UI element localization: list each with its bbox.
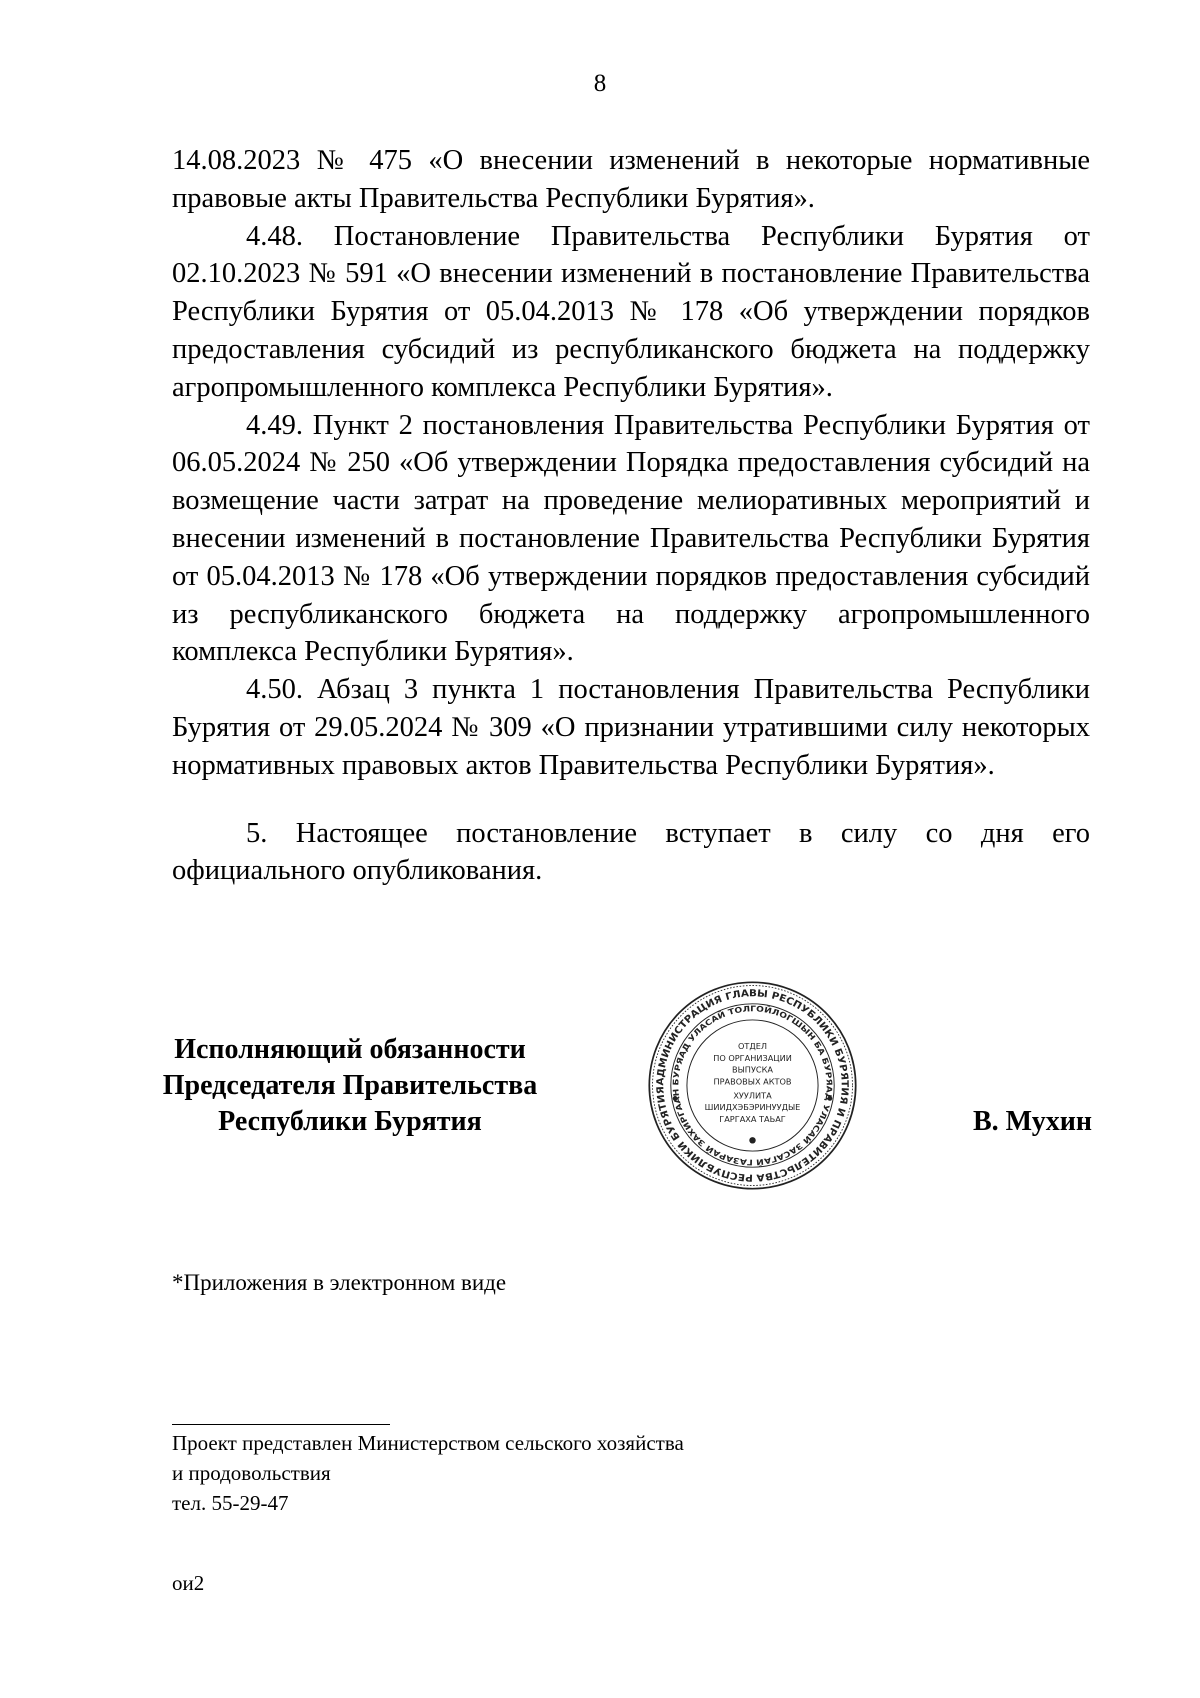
document-body (172, 142, 1090, 890)
seal-dot-icon (749, 1137, 755, 1143)
signatory-title-line: Председателя Правительства (162, 1070, 538, 1101)
signatory-title (140, 1032, 560, 1140)
seal-center-line: ПРАВОВЫХ АКТОВ (713, 1076, 792, 1087)
seal-outer-text: АДМИНИСТРАЦИЯ ГЛАВЫ РЕСПУБЛИКИ БУРЯТИЯ И ПРАВИТЕЛЬСТВА РЕСПУБЛИКИ БУРЯТИЯ (655, 988, 850, 1183)
seal-dot-icon (828, 1096, 833, 1101)
paragraph-4-49: 4.49. Пункт 2 постановления Правительства Республики Бурятия от 06.05.2024 № 250 «Об утверждении Порядка предоставления субсидий на возмещение части затрат на проведение мелиоративных мероприятий и внесении изменений в постановление Правительства Республики Бурятия от 05.04.2013 № 178 «Об утверждении порядков предоставления субсидий из республиканского бюджета на поддержку агропромышленного комплекса Республики Бурятия». (172, 409, 1090, 668)
paragraph-4-50: 4.50. Абзац 3 пункта 1 постановления Правительства Республики Бурятия от 29.05.2024 № 309 «О признании утратившими силу некоторых нормативных правовых актов Правительства Республики Бурятия». (172, 674, 1090, 781)
signatory-name: В. Мухин (973, 1106, 1092, 1137)
paragraph-4-48: 4.48. Постановление Правительства Республики Бурятия от 02.10.2023 № 591 «О внесении изменений в постановление Правительства Республики Бурятия от 05.04.2013 № 178 «Об утверждении порядков предоставления субсидий из республиканского бюджета на поддержку агропромышленного комплекса Республики Бурятия». (172, 220, 1090, 403)
seal-dot-icon (673, 1096, 678, 1101)
seal-center-line: ОТДЕЛ (737, 1040, 768, 1051)
paragraph-5: 5. Настоящее постановление вступает в силу со дня его официального опубликования. (172, 817, 1090, 887)
footer-line: и продовольствия (172, 1461, 331, 1485)
footer-line: Проект представлен Министерством сельского хозяйства (172, 1431, 684, 1455)
footer-note (172, 1428, 684, 1518)
seal-center-line: ВЫПУСКА (732, 1064, 773, 1075)
footer-line: тел. 55-29-47 (172, 1491, 289, 1515)
paragraph-continuation: 14.08.2023 № 475 «О внесении изменений в некоторые нормативные правовые акты Правительства Республики Бурятия». (172, 145, 1090, 214)
seal-center-line: ШИИДХЭБЭРИНУУДЫЕ (704, 1102, 801, 1113)
document-code: ои2 (172, 1571, 205, 1595)
seal-center-line: ГАРГАХА ТАЬАГ (719, 1114, 786, 1125)
seal-inner-text: БУРЯАД УЛАСАЙ ТОЛГОЙЛОГШЫН БА БУРЯАД УЛАСАЙ ЗАСАГАЙ ГАЗАРАЙ ЗАХИРГААН (671, 1004, 834, 1167)
official-seal (645, 978, 860, 1193)
seal-center-line: ПО ОРГАНИЗАЦИИ (713, 1052, 792, 1063)
footer-divider (172, 1424, 390, 1425)
seal-center-line: ХУУЛИТА (733, 1090, 772, 1101)
attachment-note: *Приложения в электронном виде (172, 1270, 507, 1295)
signatory-title-line: Исполняющий обязанности (174, 1034, 526, 1065)
signatory-title-line: Республики Бурятия (218, 1106, 482, 1137)
seal-graphic (645, 978, 860, 1193)
page-number: 8 (593, 70, 607, 97)
